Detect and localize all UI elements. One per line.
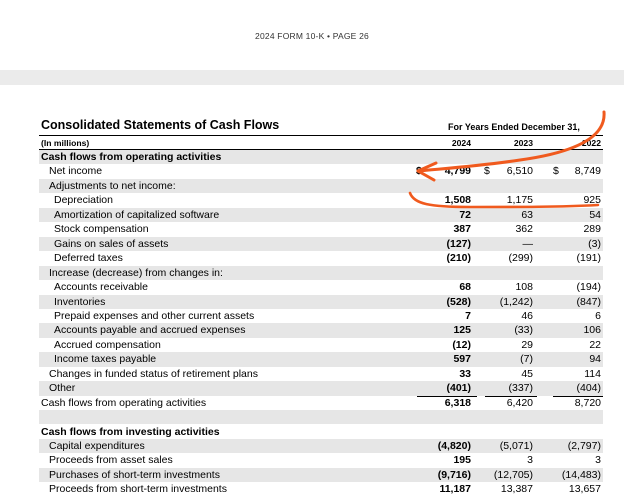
value-2023: (1,242) bbox=[499, 295, 533, 308]
value-2024: (127) bbox=[446, 237, 471, 250]
table-row bbox=[39, 150, 603, 164]
table-row bbox=[39, 208, 603, 222]
page-header-text: 2024 FORM 10-K • PAGE 26 bbox=[255, 31, 369, 41]
row-label: Cash flows from operating activities bbox=[41, 396, 207, 409]
table-row bbox=[39, 410, 603, 424]
row-label: Other bbox=[49, 382, 76, 395]
subtotal-rule bbox=[485, 396, 537, 397]
value-2023: 45 bbox=[521, 367, 533, 380]
table-row bbox=[39, 266, 603, 280]
table-row bbox=[39, 425, 603, 439]
value-2022: 6 bbox=[595, 309, 601, 322]
value-2022: 106 bbox=[583, 324, 601, 337]
value-2023: (5,071) bbox=[499, 440, 533, 452]
row-label: Accounts payable and accrued expenses bbox=[54, 324, 246, 337]
year-2024-header: 2024 bbox=[451, 138, 471, 148]
value-2024: 11,187 bbox=[439, 483, 471, 496]
table-row bbox=[39, 338, 603, 352]
value-2024: (401) bbox=[446, 382, 471, 395]
row-label: Changes in funded status of retirement plans bbox=[49, 367, 258, 380]
value-2024: (4,820) bbox=[437, 440, 471, 452]
value-2022: 925 bbox=[583, 194, 601, 207]
year-2022-header: 2022 bbox=[581, 138, 601, 148]
value-2024: (210) bbox=[446, 252, 471, 265]
value-2023: 63 bbox=[521, 208, 533, 221]
value-2024: 195 bbox=[453, 454, 471, 467]
table-row bbox=[39, 468, 603, 482]
row-label: Purchases of short-term investments bbox=[49, 468, 220, 481]
table-row bbox=[39, 237, 603, 251]
value-2022: (847) bbox=[576, 295, 601, 308]
row-label: Gains on sales of assets bbox=[54, 237, 169, 250]
value-2022: 54 bbox=[589, 208, 601, 221]
row-label: Capital expenditures bbox=[49, 440, 145, 452]
table-row bbox=[39, 251, 603, 265]
table-row bbox=[39, 439, 603, 453]
row-label: Inventories bbox=[54, 295, 106, 308]
value-2022: (2,797) bbox=[567, 440, 601, 452]
row-label: Cash flows from investing activities bbox=[41, 425, 220, 438]
table-row bbox=[39, 309, 603, 323]
value-2023: (7) bbox=[520, 353, 533, 366]
year-2023-header: 2023 bbox=[513, 138, 533, 148]
statement-title: Consolidated Statements of Cash Flows bbox=[41, 118, 280, 132]
table-row bbox=[39, 164, 603, 178]
table-row bbox=[39, 453, 603, 467]
value-2022: 289 bbox=[583, 223, 601, 236]
value-2022: 8,720 bbox=[574, 396, 601, 409]
value-2022: (404) bbox=[576, 382, 601, 395]
value-2022: 22 bbox=[589, 338, 601, 351]
value-2022: (191) bbox=[576, 252, 601, 265]
value-2023: (299) bbox=[508, 252, 533, 265]
table-row bbox=[39, 381, 603, 395]
value-2024: 72 bbox=[459, 208, 471, 221]
value-2023: 29 bbox=[521, 338, 533, 351]
row-label: Amortization of capitalized software bbox=[54, 208, 220, 221]
row-label: Deferred taxes bbox=[54, 252, 123, 265]
row-label: Accounts receivable bbox=[54, 281, 148, 294]
row-label: Depreciation bbox=[54, 194, 113, 207]
value-2022: 8,749 bbox=[574, 165, 601, 178]
table-row bbox=[39, 280, 603, 294]
page-header-band bbox=[0, 0, 624, 70]
row-label: Cash flows from operating activities bbox=[41, 151, 222, 163]
table-row bbox=[39, 179, 603, 193]
value-2024: (9,716) bbox=[437, 468, 471, 481]
subtotal-rule bbox=[553, 396, 603, 397]
row-label: Stock compensation bbox=[54, 223, 149, 236]
value-2024: 387 bbox=[453, 223, 471, 236]
value-2024: 33 bbox=[459, 367, 471, 380]
table-row bbox=[39, 396, 603, 410]
row-label: Proceeds from asset sales bbox=[49, 454, 173, 467]
period-label: For Years Ended December 31, bbox=[448, 122, 580, 132]
currency-symbol: $ bbox=[416, 165, 422, 178]
row-label: Adjustments to net income: bbox=[49, 179, 176, 192]
row-label: Increase (decrease) from changes in: bbox=[49, 266, 223, 279]
value-2023: (33) bbox=[514, 324, 533, 337]
value-2024: (12) bbox=[452, 338, 471, 351]
row-label: Proceeds from short-term investments bbox=[49, 483, 227, 496]
row-label: Accrued compensation bbox=[54, 338, 161, 351]
units-label: (In millions) bbox=[41, 138, 90, 148]
value-2022: 94 bbox=[589, 353, 601, 366]
value-2022: 13,657 bbox=[568, 483, 601, 496]
page-gap bbox=[0, 70, 624, 85]
value-2023: (12,705) bbox=[493, 468, 533, 481]
value-2022: (14,483) bbox=[561, 468, 601, 481]
currency-symbol: $ bbox=[484, 165, 490, 178]
table-row bbox=[39, 193, 603, 207]
value-2024: 4,799 bbox=[444, 165, 471, 178]
row-label: Net income bbox=[49, 165, 103, 178]
subtotal-rule bbox=[417, 396, 477, 397]
value-2024: (528) bbox=[446, 295, 471, 308]
value-2023: 6,510 bbox=[506, 165, 533, 178]
value-2023: 362 bbox=[515, 223, 533, 236]
value-2023: (337) bbox=[508, 382, 533, 395]
value-2023: 46 bbox=[521, 309, 533, 322]
table-row bbox=[39, 482, 603, 496]
table-row bbox=[39, 222, 603, 236]
table-row bbox=[39, 352, 603, 366]
value-2023: 6,420 bbox=[506, 396, 533, 409]
value-2023: 13,387 bbox=[500, 483, 533, 496]
value-2024: 597 bbox=[453, 353, 471, 366]
row-label: Prepaid expenses and other current assets bbox=[54, 309, 255, 322]
value-2023: 1,175 bbox=[506, 194, 533, 207]
value-2024: 125 bbox=[453, 324, 471, 337]
value-2023: 108 bbox=[515, 281, 533, 294]
table-row bbox=[39, 367, 603, 381]
table-row bbox=[39, 323, 603, 337]
currency-symbol: $ bbox=[553, 165, 559, 178]
value-2023: — bbox=[522, 237, 533, 250]
value-2022: 3 bbox=[595, 454, 601, 467]
value-2022: (194) bbox=[576, 281, 601, 294]
value-2023: 3 bbox=[527, 454, 533, 467]
value-2024: 1,508 bbox=[444, 194, 471, 207]
table-row bbox=[39, 295, 603, 309]
value-2024: 7 bbox=[465, 309, 471, 322]
value-2024: 6,318 bbox=[444, 396, 471, 409]
value-2024: 68 bbox=[459, 281, 471, 294]
row-label: Income taxes payable bbox=[54, 353, 157, 366]
value-2022: 114 bbox=[584, 367, 601, 380]
value-2022: (3) bbox=[588, 237, 601, 250]
